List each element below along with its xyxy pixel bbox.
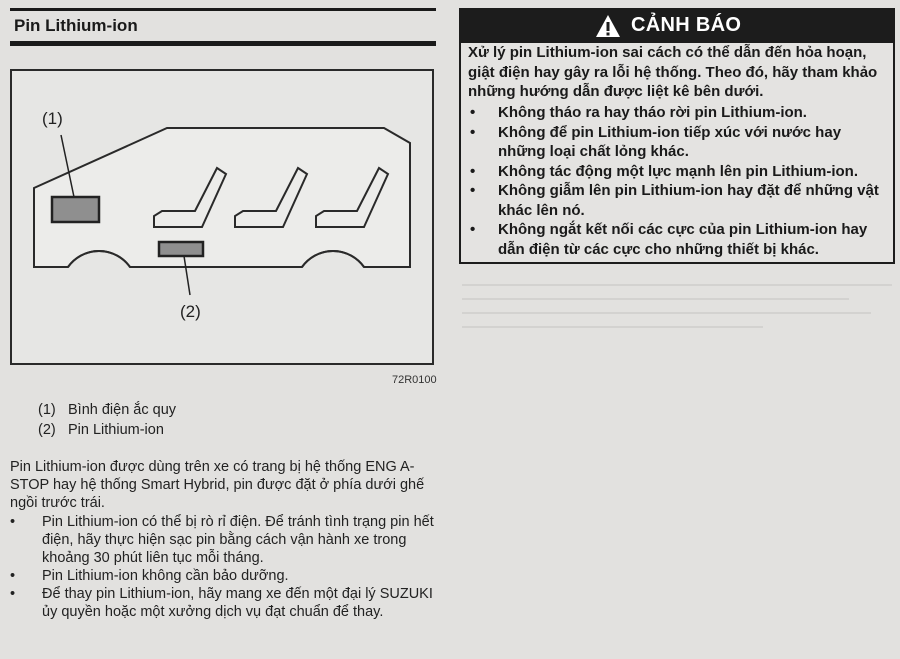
warning-header bbox=[459, 8, 895, 43]
figure-code: 72R0100 bbox=[392, 374, 437, 386]
battery-location-figure bbox=[10, 69, 434, 365]
list-item: • Pin Lithium-ion có thể bị rò rỉ điện. Để tránh tình trạng pin hết điện, hãy thực hiện sạc pin bằng cách vận hành xe trong khoảng 30 phút liên tục mỗi tháng. bbox=[10, 513, 440, 567]
list-item: • Để thay pin Lithium-ion, hãy mang xe đến một đại lý SUZUKI ủy quyền hoặc một xưởng dịch vụ đạt chuẩn để thay. bbox=[10, 585, 440, 621]
figure-label-2: (2) bbox=[180, 302, 201, 321]
warning-title: CẢNH BÁO bbox=[631, 14, 742, 36]
top-rule bbox=[10, 8, 436, 11]
list-item: • Không giẫm lên pin Lithium-ion hay đặt để những vật khác lên nó. bbox=[468, 181, 890, 220]
warning-intro: Xử lý pin Lithium-ion sai cách có thể dẫn đến hỏa hoạn, giật điện hay gây ra lỗi hệ thống. Theo đó, hãy tham khảo những hướng dẫn được liệt kê bên dưới. bbox=[468, 44, 878, 100]
car-diagram bbox=[12, 71, 432, 363]
battery-12v-box bbox=[52, 197, 99, 222]
figure-legend bbox=[38, 401, 176, 440]
info-bullet-list bbox=[10, 513, 440, 621]
intro-paragraph: Pin Lithium-ion được dùng trên xe có trang bị hệ thống ENG A-STOP hay hệ thống Smart Hybrid, pin được đặt ở phía dưới ghế ngồi trước trái. bbox=[10, 459, 425, 511]
warning-triangle-icon bbox=[595, 14, 621, 38]
warning-box bbox=[459, 43, 895, 264]
warning-list bbox=[468, 103, 890, 259]
figure-label-1: (1) bbox=[42, 109, 63, 128]
list-item: • Không tháo ra hay tháo rời pin Lithium-ion. bbox=[468, 103, 890, 123]
list-item: • Không tác động một lực mạnh lên pin Lithium-ion. bbox=[468, 162, 890, 182]
bleed-through-texture bbox=[462, 272, 892, 362]
section-title: Pin Lithium-ion bbox=[14, 16, 138, 35]
lithium-ion-pack-box bbox=[159, 242, 203, 256]
list-item: • Pin Lithium-ion không cần bảo dưỡng. bbox=[10, 567, 440, 585]
list-item: • Không để pin Lithium-ion tiếp xúc với nước hay những loại chất lỏng khác. bbox=[468, 123, 890, 162]
list-item: • Không ngắt kết nối các cực của pin Lithium-ion hay dẫn điện từ các cực cho những thiết bị khác. bbox=[468, 220, 890, 259]
legend-item: (2) Pin Lithium-ion bbox=[38, 421, 164, 438]
legend-item: (1) Bình điện ắc quy bbox=[38, 402, 177, 418]
title-rule bbox=[10, 41, 436, 46]
